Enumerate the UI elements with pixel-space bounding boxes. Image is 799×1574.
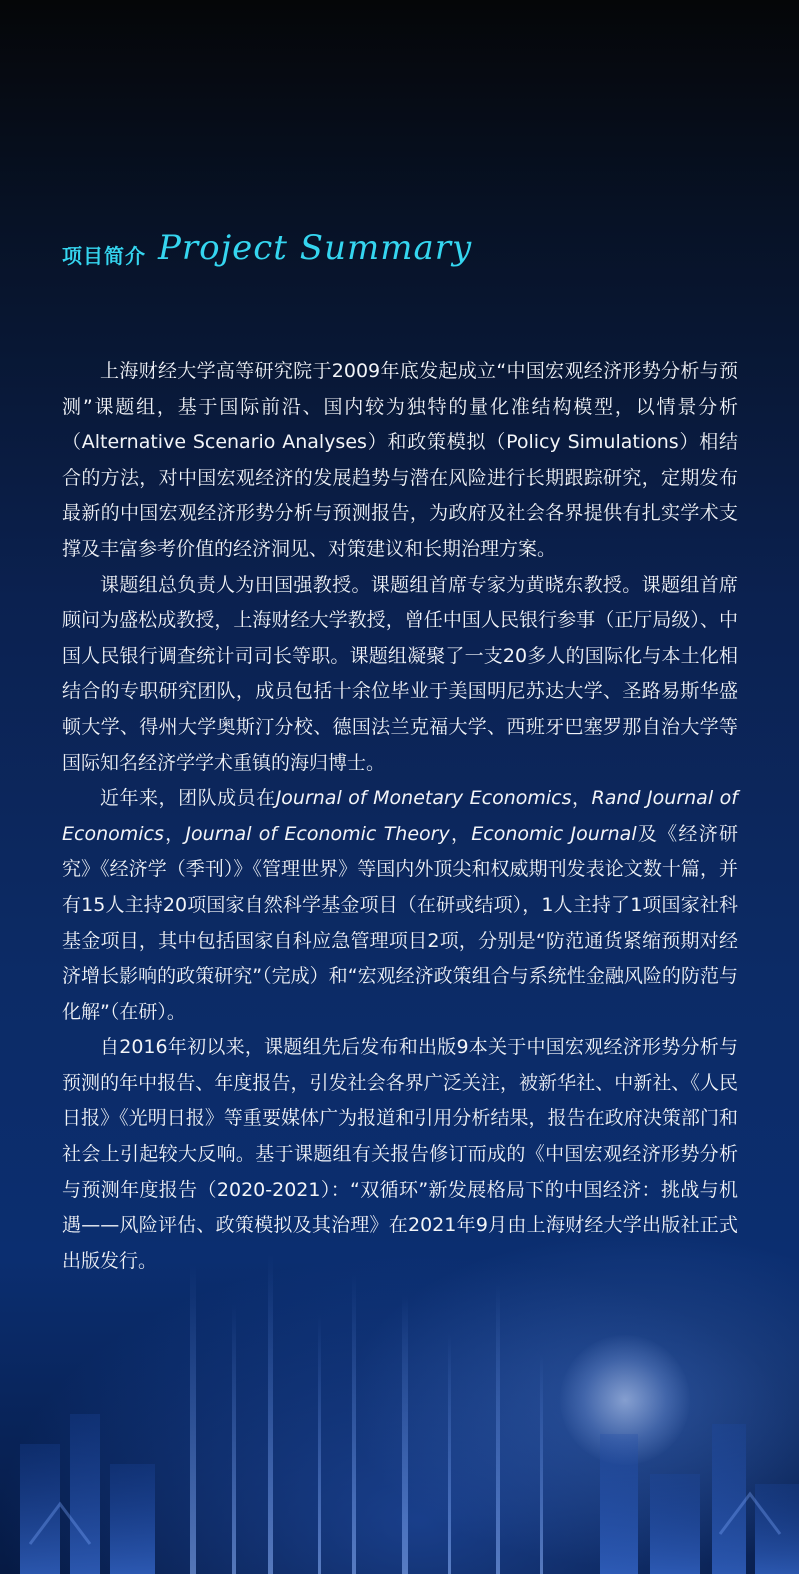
journal-name: Journal of Economic Theory	[185, 822, 450, 845]
journal-name: Rand Journal of Economics	[62, 787, 738, 845]
light-orb-decoration	[560, 1335, 690, 1465]
publications-rest: 及《经济研究》《经济学（季刊）》《管理世界》等国内外顶尖和权威期刊发表论文数十篇，并有15人主持20项国家自然科学基金项目（在研或结项），1人主持了1项国家社科基金项目，其中包括国家自科应急管理项目2项，分别是“防范通货紧缩预期对经济增长影响的政策研究”（完成）和“宏观经济政策组合与系统性金融风险的防范与化解”（在研）。	[62, 822, 738, 1023]
publications-lead: 近年来，团队成员在	[100, 787, 276, 810]
paragraph-publications	[62, 781, 738, 1030]
paragraph-team-leadership: 课题组总负责人为田国强教授。课题组首席专家为黄晓东教授。课题组首席顾问为盛松成教授，上海财经大学教授，曾任中国人民银行参事（正厅局级）、中国人民银行调查统计司司长等职。课题组凝聚了一支20多人的国际化与本土化相结合的专职研究团队，成员包括十余位毕业于美国明尼苏达大学、圣路易斯华盛顿大学、得州大学奥斯汀分校、德国法兰克福大学、西班牙巴塞罗那自治大学等国际知名经济学学术重镇的海归博士。	[62, 573, 738, 774]
separator: ，	[571, 787, 592, 810]
separator: ，	[449, 822, 472, 845]
journal-name: Economic Journal	[471, 822, 637, 845]
section-title-chinese: 项目简介	[62, 244, 146, 268]
summary-body	[62, 354, 738, 1279]
paragraph-intro: 上海财经大学高等研究院于2009年底发起成立“中国宏观经济形势分析与预测”课题组，基于国际前沿、国内较为独特的量化准结构模型，以情景分析（Alternative Scenario Analyses）和政策模拟（Policy Simulations）相结合的方法，对中国宏观经济的发展趋势与潜在风险进行长期跟踪研究，定期发布最新的中国宏观经济形势分析与预测报告，为政府及社会各界提供有扎实学术支撑及丰富参考价值的经济洞见、对策建议和长期治理方案。	[62, 360, 738, 560]
journal-name: Journal of Monetary Economics	[275, 787, 572, 810]
separator: ，	[163, 822, 186, 845]
section-header	[62, 222, 782, 292]
paragraph-reports: 自2016年初以来，课题组先后发布和出版9本关于中国宏观经济形势分析与预测的年中报告、年度报告，引发社会各界广泛关注，被新华社、中新社、《人民日报》《光明日报》等重要媒体广为报道和引用分析结果，报告在政府决策部门和社会上引起较大反响。基于课题组有关报告修订而成的《中国宏观经济形势分析与预测年度报告（2020-2021）：“双循环”新发展格局下的中国经济：挑战与机遇——风险评估、政策模拟及其治理》在2021年9月由上海财经大学出版社正式出版发行。	[62, 1036, 738, 1272]
section-title-english: Project Summary	[158, 228, 473, 268]
